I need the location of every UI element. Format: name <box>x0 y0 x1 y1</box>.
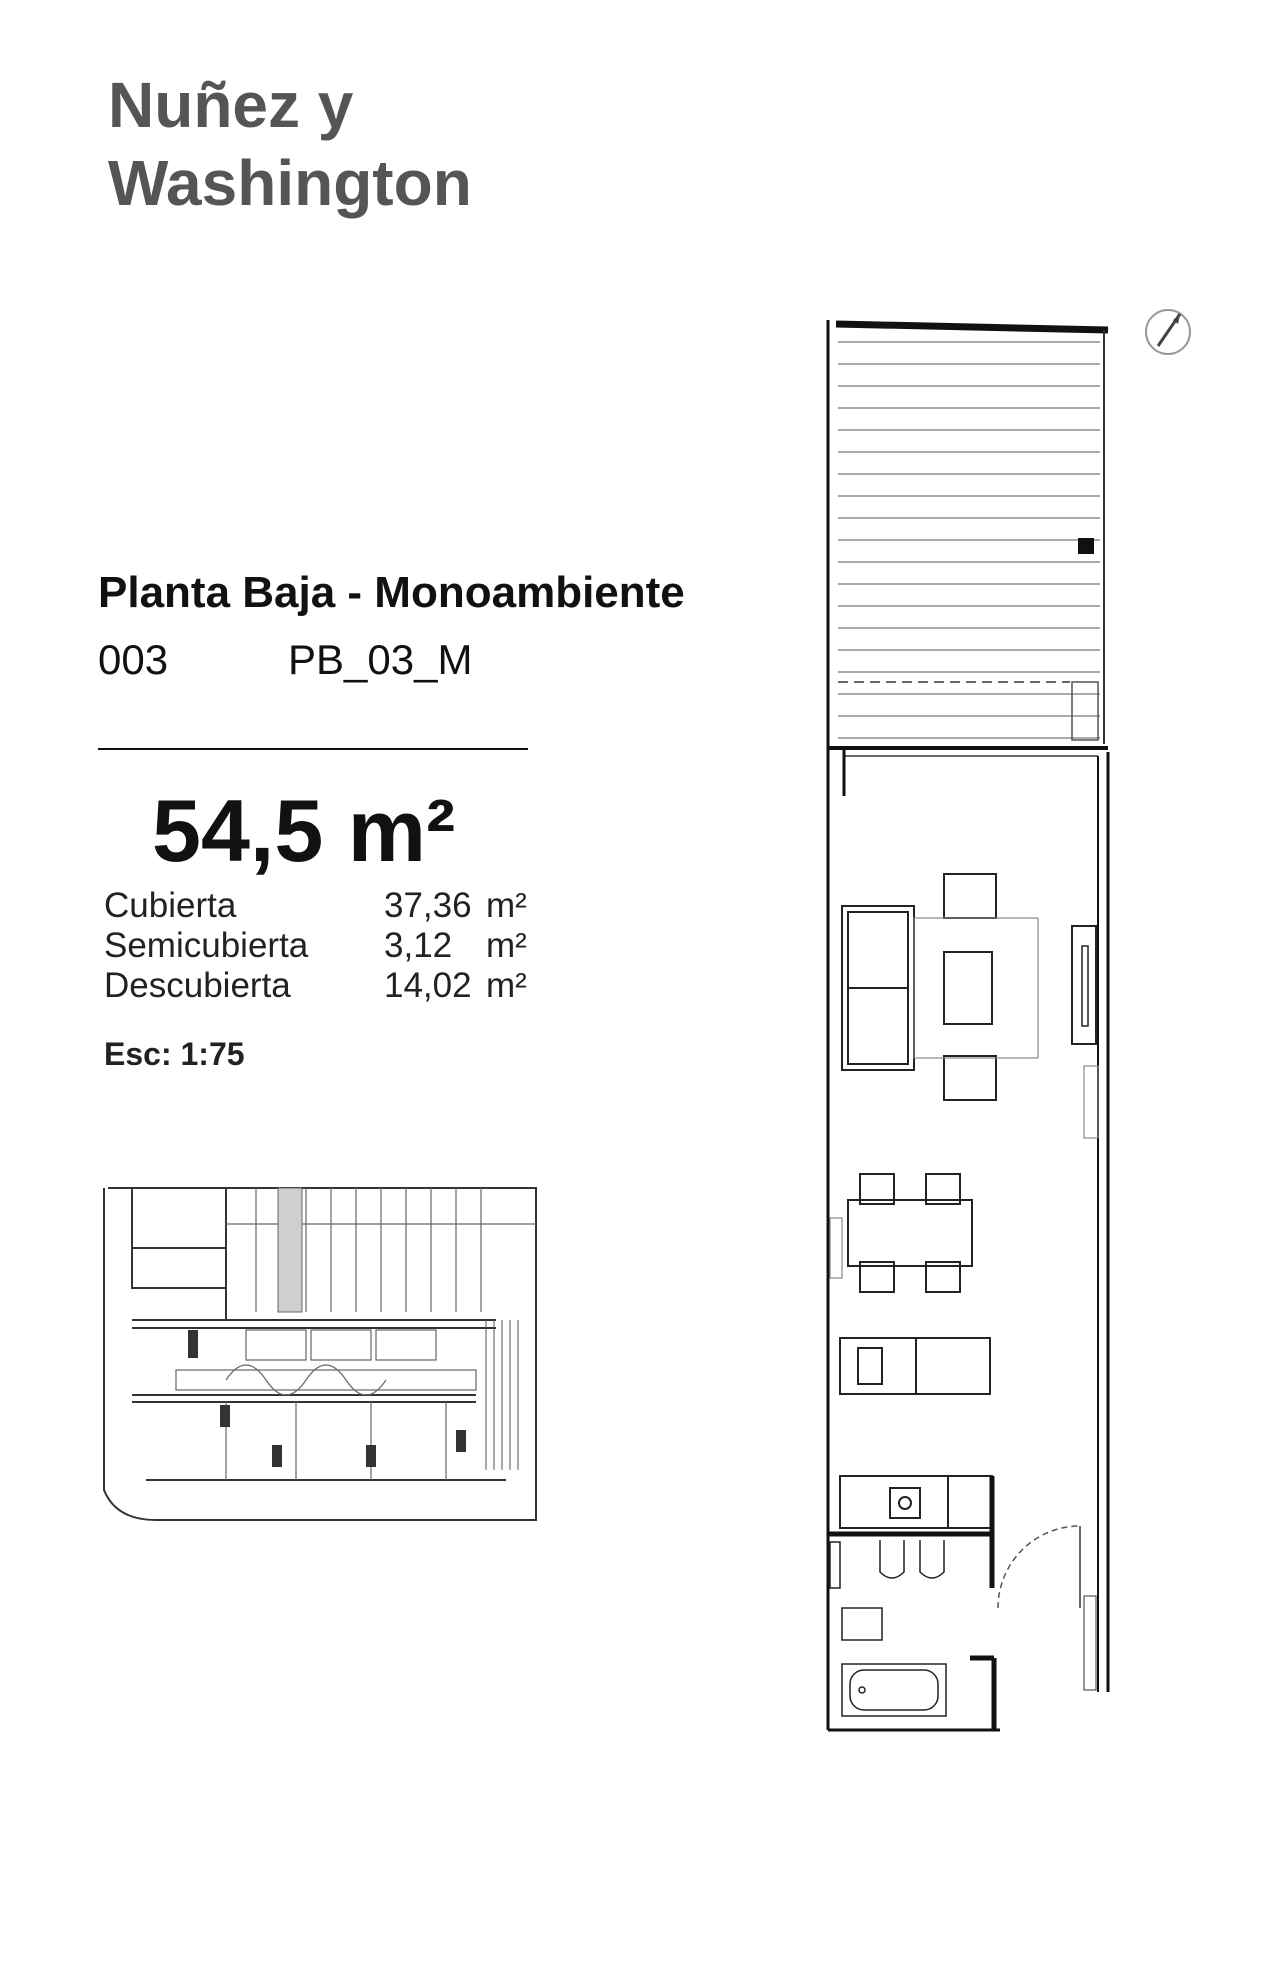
area-label: Cubierta <box>104 886 237 925</box>
area-row-cubierta <box>104 886 564 926</box>
north-arrow-icon <box>1140 304 1196 360</box>
project-title-line2: Washington <box>108 147 472 219</box>
plan-title: Planta Baja - Monoambiente <box>98 568 685 617</box>
unit-number: 003 <box>98 636 169 683</box>
area-unit: m² <box>486 966 527 1005</box>
area-value: 3,12 <box>384 926 453 965</box>
unit-code: PB_03_M <box>288 636 473 683</box>
area-label: Semicubierta <box>104 926 309 965</box>
area-row-descubierta <box>104 966 564 1006</box>
area-row-semicubierta <box>104 926 564 966</box>
area-value: 14,02 <box>384 966 472 1005</box>
project-title <box>108 66 472 222</box>
area-label: Descubierta <box>104 966 291 1005</box>
scale-label: Esc: 1:75 <box>104 1036 245 1072</box>
total-area: 54,5 m² <box>152 781 456 880</box>
site-key-plan <box>96 1180 546 1550</box>
floor-plan <box>820 312 1120 1732</box>
area-unit: m² <box>486 886 527 925</box>
area-unit: m² <box>486 926 527 965</box>
divider <box>98 748 528 750</box>
project-title-line1: Nuñez y <box>108 69 354 141</box>
area-value: 37,36 <box>384 886 472 925</box>
